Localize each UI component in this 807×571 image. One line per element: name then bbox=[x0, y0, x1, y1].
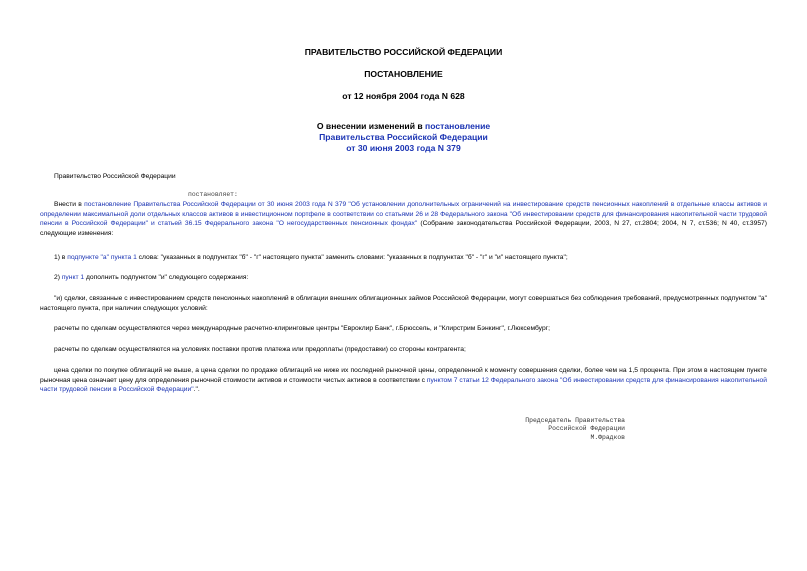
document-date-number: от 12 ноября 2004 года N 628 bbox=[342, 91, 465, 101]
government-heading: ПРАВИТЕЛЬСТВО РОССИЙСКОЙ ФЕДЕРАЦИИ bbox=[304, 47, 503, 57]
document-title bbox=[0, 121, 807, 154]
link-point-1[interactable]: пункт 1 bbox=[61, 274, 85, 281]
title-link-decree[interactable]: постановление bbox=[425, 121, 491, 131]
paragraph-text: Внести в bbox=[54, 201, 85, 208]
paragraph-price bbox=[40, 366, 767, 395]
title-link-date[interactable]: от 30 июня 2003 года N 379 bbox=[346, 143, 461, 153]
paragraph-text: (Собрание законодательства Российской Федерации, 2003, N 27, ст.2804; 2004, N 7, ст.536; N 40, ст.3957) следующие изменения: bbox=[40, 220, 767, 237]
signature-block bbox=[480, 417, 625, 442]
title-link-government[interactable]: Правительства Российской Федерации bbox=[319, 132, 488, 142]
link-article-12[interactable]: пунктом 7 статьи 12 Федерального закона "Об инвестировании средств для финансирования накопительной части трудовой пенсии в Российской Федерации" bbox=[40, 376, 768, 394]
link-subpoint-a[interactable]: подпункте "а" пункта 1 bbox=[67, 254, 137, 261]
paragraph-amendment bbox=[40, 200, 767, 238]
paragraph-text: слова: "указанных в подпунктах "б" - "г" настоящего пункта" заменить словами: "указанных в подпунктах "б" - "г" и "и" настоящего пункта"; bbox=[136, 254, 568, 261]
paragraph-item-2 bbox=[40, 273, 767, 283]
paragraph-text: .". bbox=[193, 386, 200, 394]
intro-text: Правительство Российской Федерации bbox=[54, 173, 176, 180]
intro-paragraph bbox=[40, 172, 767, 182]
signature-name: М.Фрадков bbox=[590, 433, 625, 441]
signature-title: Председатель Правительства bbox=[525, 417, 625, 424]
decree-word-line bbox=[40, 190, 767, 200]
paragraph-text: цена сделки по покупке облигаций не выше, а цена сделки по продаже облигаций не ниже их последней рыночной цены, определенной к моменту совершения сделки, более чем на 1,5 процента. При этом в настоящем пункте рыночная цена означает цену для определения рыночной стоимости активов и стоимости чистых активов в соответствии с bbox=[40, 367, 767, 384]
paragraph-text: 1) в bbox=[54, 254, 68, 261]
document-type: ПОСТАНОВЛЕНИЕ bbox=[364, 69, 443, 79]
paragraph-settlement: расчеты по сделкам осуществляются на условиях поставки против платежа или предоплаты (предоставки) со стороны контрагента; bbox=[54, 346, 466, 353]
paragraph-clearing: расчеты по сделкам осуществляются через международные расчетно-клиринговые центры "Евроклир Банк", г.Брюссель, и "Клирстрим Бэнкинг", г.Люксембург; bbox=[54, 325, 550, 332]
title-prefix: О внесении изменений в bbox=[316, 121, 423, 131]
decree-word: постановляет: bbox=[188, 191, 238, 198]
paragraph-item-1 bbox=[40, 253, 767, 263]
signature-country: Российской Федерации bbox=[548, 425, 625, 433]
paragraph-text: дополнить подпунктом "и" следующего содержания: bbox=[84, 274, 249, 281]
paragraph-subpoint-i: "и) сделки, связанные с инвестированием средств пенсионных накоплений в облигации внешних облигационных займов Российской Федерации, могут совершаться без соблюдения требований, предусмотренных подпунктом "а" настоящего пункта, при наличии следующих условий: bbox=[40, 295, 767, 312]
link-decree-379[interactable]: постановление Правительства Российской Федерации от 30 июня 2003 года N 379 "Об установлении дополнительных ограничений на инвестирование средств пенсионных накоплений в отдельные классы активов и определении максимальной доли отдельных классов активов в инвестиционном портфеле в соответствии со статьями 26 и 28 Федерального закона "Об инвестировании средств для финансирования накопительной части трудовой пенсии в Российской Федерации" и статьей 36.15 Федерального закона "О негосударственных пенсионных фондах" bbox=[40, 201, 767, 228]
paragraph-text: 2) bbox=[54, 274, 62, 281]
